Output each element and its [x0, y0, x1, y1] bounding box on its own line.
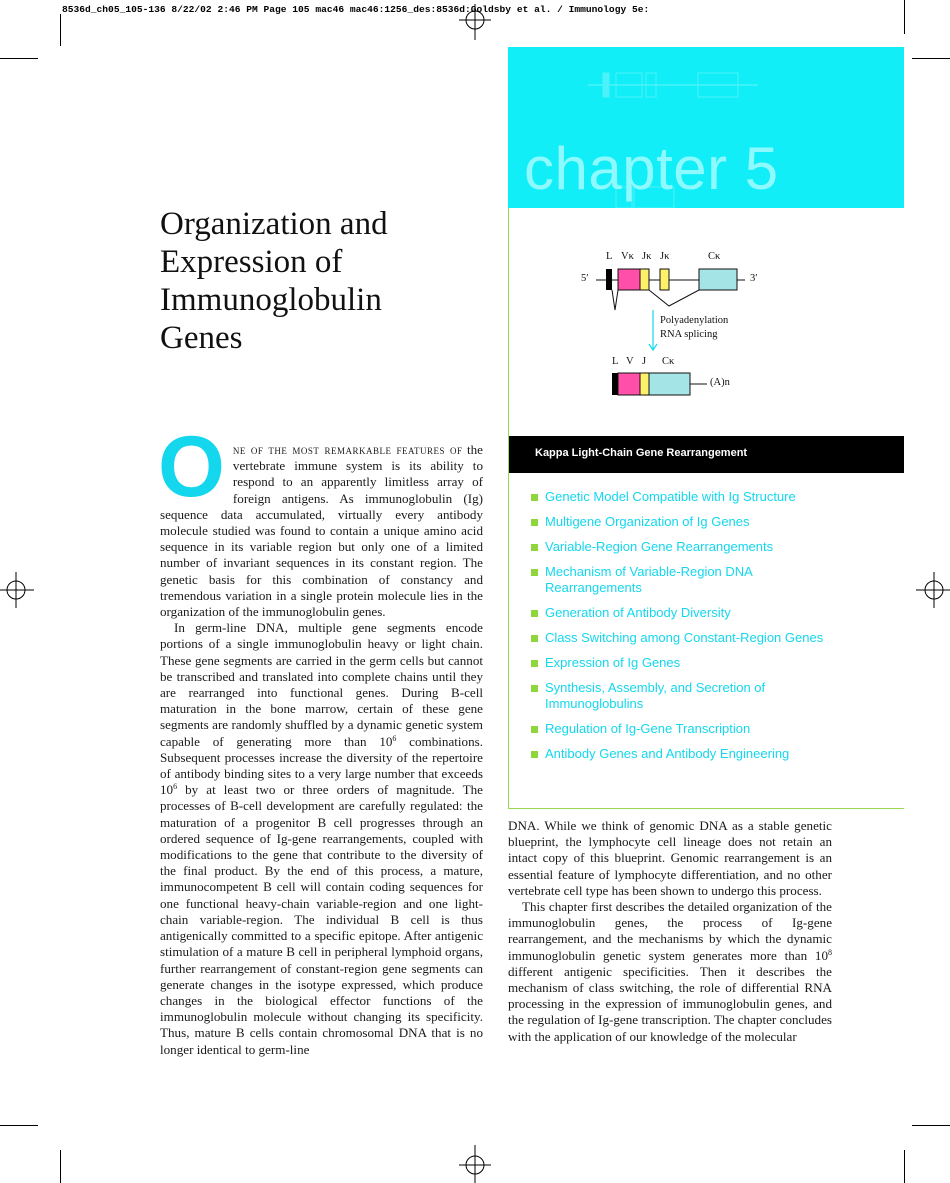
outline-item[interactable]: Regulation of Ig-Gene Transcription	[531, 721, 901, 737]
mrna-label-c-kappa: Cκ	[662, 356, 675, 367]
label-j-kappa-2: Jκ	[660, 251, 670, 262]
body-paragraph-1: One of the most remarkable features of the vertebrate immune system is its ability to respond to an apparently limitless array of foreign antigens. As immunoglobulin (Ig) sequence data accumulated, virtually every antibody molecule studied was found to contain a unique amino acid sequence in its variable region but only one of a limited number of invariant sequences in its constant region. The genetic basis for this combination of constancy and tremendous variation in a single protein molecule lies in the organization of the immunoglobulin genes.	[158, 419, 483, 620]
mrna-v	[618, 373, 640, 395]
crop-mark-top-left-v	[60, 14, 61, 46]
body-column-left	[158, 419, 483, 1058]
crop-mark-bottom-left-h	[0, 1125, 38, 1126]
panel-border-bottom	[508, 808, 904, 809]
outline-item[interactable]: Variable-Region Gene Rearrangements	[531, 539, 901, 555]
label-c-kappa: Cκ	[708, 251, 721, 262]
outline-item[interactable]: Class Switching among Constant-Region Genes	[531, 630, 901, 646]
opening-smallcaps: ne of the most remarkable features of	[232, 442, 463, 457]
square-bullet-icon	[531, 494, 538, 501]
registration-mark-top-icon	[455, 2, 495, 42]
leader-intron-splice	[612, 290, 618, 310]
mrna-label-j: J	[642, 356, 647, 367]
crop-mark-top-right-h	[912, 58, 950, 59]
v-kappa-segment	[618, 269, 640, 290]
outline-item[interactable]: Multigene Organization of Ig Genes	[531, 514, 901, 530]
chapter-title	[160, 205, 388, 357]
kappa-gene-diagram	[509, 240, 904, 420]
title-line: Organization and	[160, 206, 388, 242]
crop-mark-top-right-v	[904, 0, 905, 34]
label-l: L	[606, 251, 613, 262]
chapter-label: chapter 5	[524, 135, 779, 202]
process-line-1: Polyadenylation	[660, 315, 729, 326]
mrna-c	[649, 373, 690, 395]
registration-mark-left-icon	[0, 570, 40, 610]
registration-mark-right-icon	[912, 570, 950, 610]
j-kappa-segment-2	[660, 269, 669, 290]
chapter-outline	[531, 489, 901, 771]
label-j-kappa-1: Jκ	[642, 251, 652, 262]
square-bullet-icon	[531, 660, 538, 667]
mrna-j	[640, 373, 649, 395]
label-v-kappa: Vκ	[621, 251, 634, 262]
registration-mark-bottom-icon	[455, 1143, 495, 1183]
panel-caption-bar	[509, 436, 904, 473]
mrna-leader	[612, 373, 618, 395]
slug-line: 8536d_ch05_105-136 8/22/02 2:46 PM Page 105 mac46 mac46:1256_des:8536d:Goldsby et al. / Immunology 5e:	[62, 4, 650, 15]
title-line: Genes	[160, 320, 243, 356]
body-column-right	[508, 818, 832, 1045]
body-paragraph-4: This chapter first describes the detailed organization of the immunoglobulin genes, the process of Ig-gene rearrangement, and the mechanisms by which the dynamic immunoglobulin genetic system generates more than $10^8$ different antigenic specificities. Then it describes the mechanism of class switching, the role of differential RNA processing in the expression of immunoglobulin genes, and the regulation of Ig-gene transcription. The chapter concludes with the application of our knowledge of the molecular	[508, 899, 832, 1044]
square-bullet-icon	[531, 685, 538, 692]
square-bullet-icon	[531, 569, 538, 576]
square-bullet-icon	[531, 610, 538, 617]
j-c-splice	[649, 290, 699, 306]
outline-item[interactable]: Genetic Model Compatible with Ig Structure	[531, 489, 901, 505]
crop-mark-bottom-left-v	[60, 1150, 61, 1183]
title-line: Immunoglobulin	[160, 282, 382, 318]
chapter-banner	[508, 47, 904, 208]
crop-mark-top-left-h	[0, 58, 38, 59]
process-line-2: RNA splicing	[660, 329, 718, 340]
outline-item[interactable]: Synthesis, Assembly, and Secretion of Immunoglobulins	[531, 680, 785, 712]
body-paragraph-3: DNA. While we think of genomic DNA as a stable genetic blueprint, the lymphocyte cell lineage does not retain an intact copy of this blueprint. Genomic rearrangement is an essential feature of lymphocyte differentiation, and no other vertebrate cell type has been shown to undergo this process.	[508, 818, 832, 898]
body-paragraph-2: In germ-line DNA, multiple gene segments encode portions of a single immunoglobulin heavy or light chain. These gene segments are carried in the germ cells but cannot be transcribed and translated into complete chains until they are rearranged into functional genes. During B-cell maturation in the bone marrow, certain of these gene segments are randomly shuffled by a dynamic genetic system capable of generating more than $10^6$ combinations. Subsequent processes increase the diversity of the repertoire of antibody binding sites to a very large number that exceeds $10^6$ by at least two or three orders of magnitude. The processes of B-cell development are carefully regulated: the maturation of a progenitor B cell progresses through an ordered sequence of Ig-gene rearrangements, coupled with modifications to the gene that contribute to the diversity of the final product. By the end of this process, a mature, immunocompetent B cell will contain coding sequences for one functional heavy-chain variable-region and one light-chain variable-region. The individual B cell is thus antigenically committed to a specific epitope. After antigenic stimulation of a mature B cell in peripheral lymphoid organs, further rearrangement of constant-region gene segments can generate changes in the isotype expressed, which produce changes in the biological effector functions of the immunoglobulin molecule without changing its specificity. Thus, mature B cells contain chromosomal DNA that is no longer identical to germ-line	[160, 620, 483, 1057]
outline-item[interactable]: Generation of Antibody Diversity	[531, 605, 901, 621]
mrna-label-v: V	[626, 356, 634, 367]
square-bullet-icon	[531, 635, 538, 642]
c-kappa-segment	[699, 269, 737, 290]
label-five-prime: 5′	[581, 273, 589, 284]
label-three-prime: 3′	[750, 273, 758, 284]
panel-caption: Kappa Light-Chain Gene Rearrangement	[535, 447, 748, 459]
outline-item[interactable]: Expression of Ig Genes	[531, 655, 901, 671]
mrna-label-l: L	[612, 356, 619, 367]
square-bullet-icon	[531, 751, 538, 758]
leader-segment	[606, 269, 612, 290]
square-bullet-icon	[531, 519, 538, 526]
outline-item[interactable]: Mechanism of Variable-Region DNA Rearrangements	[531, 564, 775, 596]
square-bullet-icon	[531, 544, 538, 551]
title-line: Expression of	[160, 244, 343, 280]
mrna-label-polya: (A)n	[710, 377, 730, 388]
j-kappa-segment-1	[640, 269, 649, 290]
square-bullet-icon	[531, 726, 538, 733]
crop-mark-bottom-right-h	[912, 1125, 950, 1126]
crop-mark-bottom-right-v	[904, 1150, 905, 1183]
drop-cap: O	[158, 419, 225, 515]
outline-item[interactable]: Antibody Genes and Antibody Engineering	[531, 746, 901, 762]
